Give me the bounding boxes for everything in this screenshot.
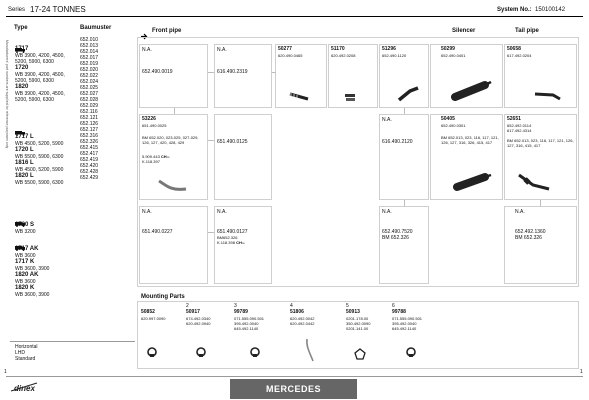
legend (15, 344, 38, 362)
part-cell[interactable]: 51296 652.490.1120 (379, 44, 429, 108)
part-cell[interactable]: 52651 652.492.0114 617.492.4314 BM 652.013, 023, 116, 117, 121, 126, 127, 316, 415, 417 (504, 114, 577, 200)
connector-line (208, 72, 214, 73)
pipe-icon (288, 89, 310, 101)
connector-line (404, 108, 405, 114)
part-cell[interactable]: 50277 620.490.0465 (275, 44, 327, 108)
type-wb: WB 3600, 3900 (15, 266, 50, 272)
type-model: 1720 L (15, 147, 34, 153)
baumuster-code: 652.116 (80, 109, 98, 115)
baumuster-code: 652.010 (80, 37, 99, 43)
silencer-heading: Silencer (452, 28, 476, 34)
footer-rule (6, 376, 583, 377)
type-heading: Type (14, 25, 28, 31)
baumuster-code: 652.419 (80, 157, 99, 163)
baumuster-code: 652.028 (80, 97, 99, 103)
system-label: System No.: (497, 7, 532, 13)
type-model: 1717 K (15, 259, 35, 265)
legend-horizontal: Horizontal (15, 344, 38, 350)
baumuster-code: 652.316 (80, 133, 99, 139)
ring-icon (354, 347, 366, 359)
arrow-icon (141, 27, 148, 34)
bracket-icon (343, 91, 359, 103)
baumuster-code: 652.127 (80, 127, 99, 133)
baumuster-code: 652.420 (80, 163, 99, 169)
front-pipe-heading: Front pipe (152, 28, 182, 34)
type-wb: WB 3900, 4200, 4500, 5200, 5900, 6300 (15, 72, 65, 84)
type-list (15, 246, 77, 298)
ref-number: 5.909.443 CHro (142, 154, 170, 159)
part-cell[interactable]: N.A. 616.490.2120 (379, 114, 429, 200)
pipe-icon (156, 177, 192, 197)
part-cell[interactable]: N.A. 652.490.0019 (139, 44, 208, 108)
type-wb: WB 3200 (15, 229, 36, 235)
page-number-right: 1 (580, 369, 583, 375)
type-wb: WB 5500, 5900, 6300 (15, 180, 64, 186)
svg-text:dinex: dinex (14, 384, 35, 393)
baumuster-code: 652.415 (80, 145, 99, 151)
system-value: 150100142 (535, 7, 566, 13)
mounting-part[interactable]: 2 50917 674.492.0340 620.492.0940 (184, 303, 230, 367)
baumuster-code: 652.326 (80, 139, 99, 145)
page-header (0, 0, 589, 18)
type-model: 1717 (15, 46, 29, 52)
part-cell[interactable]: N.A. 651.490.0127 BM652.326 K.118.398 CHro (214, 206, 272, 284)
baumuster-code: 652.020 (80, 67, 99, 73)
mounting-part[interactable]: 5 50913 0201.178.00 350.492.0090 0201.141.00 (344, 303, 388, 367)
type-list (15, 46, 77, 103)
series-value: 17-24 TONNES (30, 5, 86, 14)
type-wb: WB 3600 (15, 279, 36, 285)
type-wb: WB 4500, 5200, 5900 (15, 141, 64, 147)
connector-line (174, 108, 175, 114)
truck-icon (15, 238, 26, 243)
brand-banner: MERCEDES (230, 379, 357, 399)
baumuster-code: 652.017 (80, 55, 99, 61)
connector-line (208, 140, 214, 141)
type-wb: WB 3900, 4200, 4500, 5200, 5900, 6300 (15, 91, 65, 103)
mounting-part[interactable]: 50852 620.997.0090 (139, 303, 181, 367)
pipe-icon (396, 85, 422, 103)
tailpipe-icon (533, 89, 563, 101)
type-model: 1820 AK (15, 272, 39, 278)
mounting-part[interactable]: 4 51806 620.492.0042 620.492.0442 (288, 303, 342, 367)
clamp-icon (194, 345, 208, 357)
mounting-parts-heading: Mounting Parts (141, 294, 185, 300)
baumuster-code: 652.014 (80, 49, 99, 55)
type-model: 1720 S (15, 222, 35, 228)
baumuster-code: 652.025 (80, 85, 99, 91)
clamp-icon (404, 345, 418, 357)
type-wb: WB 3600 (15, 253, 36, 259)
baumuster-code: 652.027 (80, 91, 99, 97)
type-wb: WB 3600, 3900 (15, 292, 50, 298)
type-model: 1816 L (15, 160, 34, 166)
tail-pipe-heading: Tail pipe (515, 28, 539, 34)
type-list (15, 222, 77, 235)
part-cell[interactable]: N.A. 652.492.1360 BM 652.326 (504, 206, 577, 284)
baumuster-code: 652.429 (80, 175, 99, 181)
legend-standard: Standard (15, 356, 36, 362)
part-cell[interactable]: 51170 620.492.0208 (328, 44, 378, 108)
baumuster-code: 652.126 (80, 121, 99, 127)
part-cell[interactable]: 50405 652.490.0301 BM 652.013, 023, 116, 117, 121, 126, 127, 316, 326, 415, 417 (430, 114, 503, 200)
legend-rule (10, 341, 135, 342)
baumuster-code: 652.013 (80, 43, 99, 49)
tailpipe-icon (515, 171, 555, 193)
series-label: Series (8, 7, 26, 13)
baumuster-code: 652.029 (80, 103, 99, 109)
part-cell[interactable]: N.A. 616.490.2319 (214, 44, 272, 108)
type-model: 1717 L (15, 134, 34, 140)
clamp-icon (248, 345, 262, 357)
type-model: 1820 (15, 84, 29, 90)
mounting-part[interactable]: 6 99788 071.555.090.501 395.492.0040 645.492.1140 (390, 303, 446, 367)
hanger-icon (304, 337, 316, 363)
type-model: 1717 AK (15, 246, 39, 252)
legend-lhd: LHD (15, 350, 26, 356)
silencer-icon (451, 79, 493, 103)
connector-line (208, 232, 214, 233)
mounting-part[interactable]: 3 99789 071.555.090.501 395.492.0040 645.492.1140 (232, 303, 286, 367)
part-cell[interactable]: 50299 652.490.0401 (430, 44, 503, 108)
baumuster-code: 652.019 (80, 61, 99, 67)
baumuster-code: 652.024 (80, 79, 99, 85)
type-wb: WB 4500, 5200, 5900 (15, 167, 64, 173)
connector-line (540, 200, 541, 206)
ref-number: K.118.398 CHro (217, 240, 245, 245)
type-wb: WB 5500, 5900, 6300 (15, 154, 64, 160)
part-cell[interactable]: N.A. 651.490.0227 (139, 206, 208, 284)
connector-line (404, 200, 405, 206)
part-cell[interactable]: 50658 617.492.0204 (504, 44, 577, 108)
dinex-logo (10, 380, 40, 394)
type-model: 1820 K (15, 285, 35, 291)
truck-icon (15, 123, 26, 128)
baumuster-list (80, 37, 110, 181)
silencer-icon (453, 171, 493, 193)
clamp-icon (145, 345, 159, 357)
type-model: 1720 (15, 65, 29, 71)
part-cell[interactable]: N.A. 652.490.7520 BM 652.326 (379, 206, 429, 284)
header-rule (6, 16, 583, 17)
page-number-left: 1 (4, 369, 7, 375)
connector-line (272, 72, 276, 73)
part-cell[interactable]: 53226 651.490.0025 BM 652.020, 023-025, 027-029, 126, 127, 420, 428, 429 5.909.443 CHro K.118.397 (139, 114, 208, 200)
baumuster-code: 652.022 (80, 73, 99, 79)
type-model: 1820 L (15, 173, 34, 179)
disclaimer-note: Manufacturers' part numbers are supplied for reference purposes only (5, 40, 9, 149)
type-wb: WB 3900, 4200, 4500, 5200, 5900, 6300 (15, 53, 65, 65)
baumuster-code: 652.121 (80, 115, 99, 121)
type-list (15, 134, 77, 186)
truck-icon (15, 40, 26, 45)
part-cell[interactable]: 651.490.0125 (214, 114, 272, 200)
baumuster-code: 652.428 (80, 169, 99, 175)
baumuster-code: 652.417 (80, 151, 99, 157)
baumuster-heading: Baumuster (80, 25, 112, 31)
truck-icon (15, 214, 26, 219)
